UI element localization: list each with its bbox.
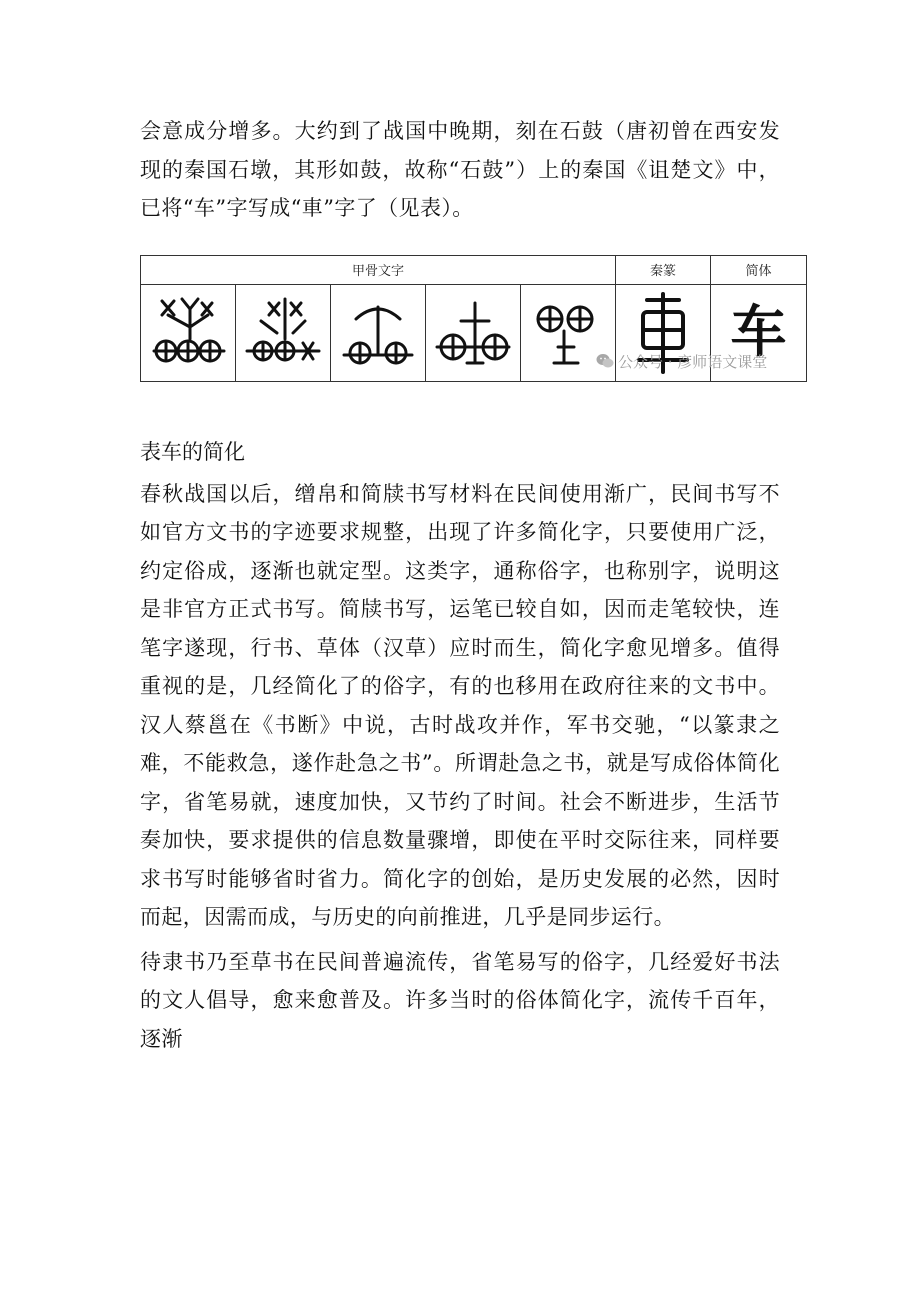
header-simplified: 简体 <box>711 255 807 284</box>
body-paragraph-1: 春秋战国以后，缯帛和简牍书写材料在民间使用渐广，民间书写不如官方文书的字迹要求规整，出现了许多简化字，只要使用广泛，约定俗成，逐渐也就定型。这类字，通称俗字，也称别字，说明这是非官方正式书写。简牍书写，运笔已较自如，因而走笔较快，连笔字遂现，行书、草体（汉草）应时而生，简化字愈见增多。值得重视的是，几经简化了的俗字，有的也移用在政府往来的文书中。汉人蔡邕在《书断》中说，古时战攻并作，军书交驰，“以篆隶之难，不能救急，遂作赴急之书”。所谓赴急之书，就是写成俗体简化字，省笔易就，速度加快，又节约了时间。社会不断进步，生活节奏加快，要求提供的信息数量骤增，即使在平时交际往来，同样要求书写时能够省时省力。简化字的创始，是历史发展的必然，因时而起，因需而成，与历史的向前推进，几乎是同步运行。 <box>140 481 780 929</box>
oracle-che-1-icon <box>148 293 228 373</box>
section-heading: 表车的简化 <box>140 439 245 464</box>
oracle-che-3-icon <box>338 293 418 373</box>
header-seal: 秦篆 <box>616 255 711 284</box>
watermark-text: 公众号 · 彦师语文课堂 <box>618 352 768 371</box>
simplified-char: 车 <box>730 299 787 365</box>
header-oracle: 甲骨文字 <box>141 255 616 284</box>
oracle-glyph-cell-3 <box>331 284 426 381</box>
body-paragraph-2: 待隶书乃至草书在民间普遍流传，省笔易写的俗字，几经爱好书法的文人倡导，愈来愈普及。许多当时的俗体简化字，流传千百年，逐渐 <box>140 949 780 1051</box>
oracle-glyph-cell-2 <box>236 284 331 381</box>
oracle-che-4-icon <box>433 293 513 373</box>
wechat-icon <box>596 353 614 369</box>
table-header-row <box>141 255 807 284</box>
oracle-glyph-cell-4 <box>426 284 521 381</box>
oracle-che-2-icon <box>243 293 323 373</box>
watermark <box>596 351 767 372</box>
document-page <box>140 112 787 1058</box>
character-evolution-table-wrap <box>140 255 806 383</box>
oracle-glyph-cell-1 <box>141 284 236 381</box>
intro-paragraph: 会意成分增多。大约到了战国中晚期，刻在石鼓（唐初曾在西安发现的秦国石墩，其形如鼓，故称“石鼓”）上的秦国《诅楚文》中，已将“车”字写成“車”字了（见表）。 <box>140 119 780 220</box>
